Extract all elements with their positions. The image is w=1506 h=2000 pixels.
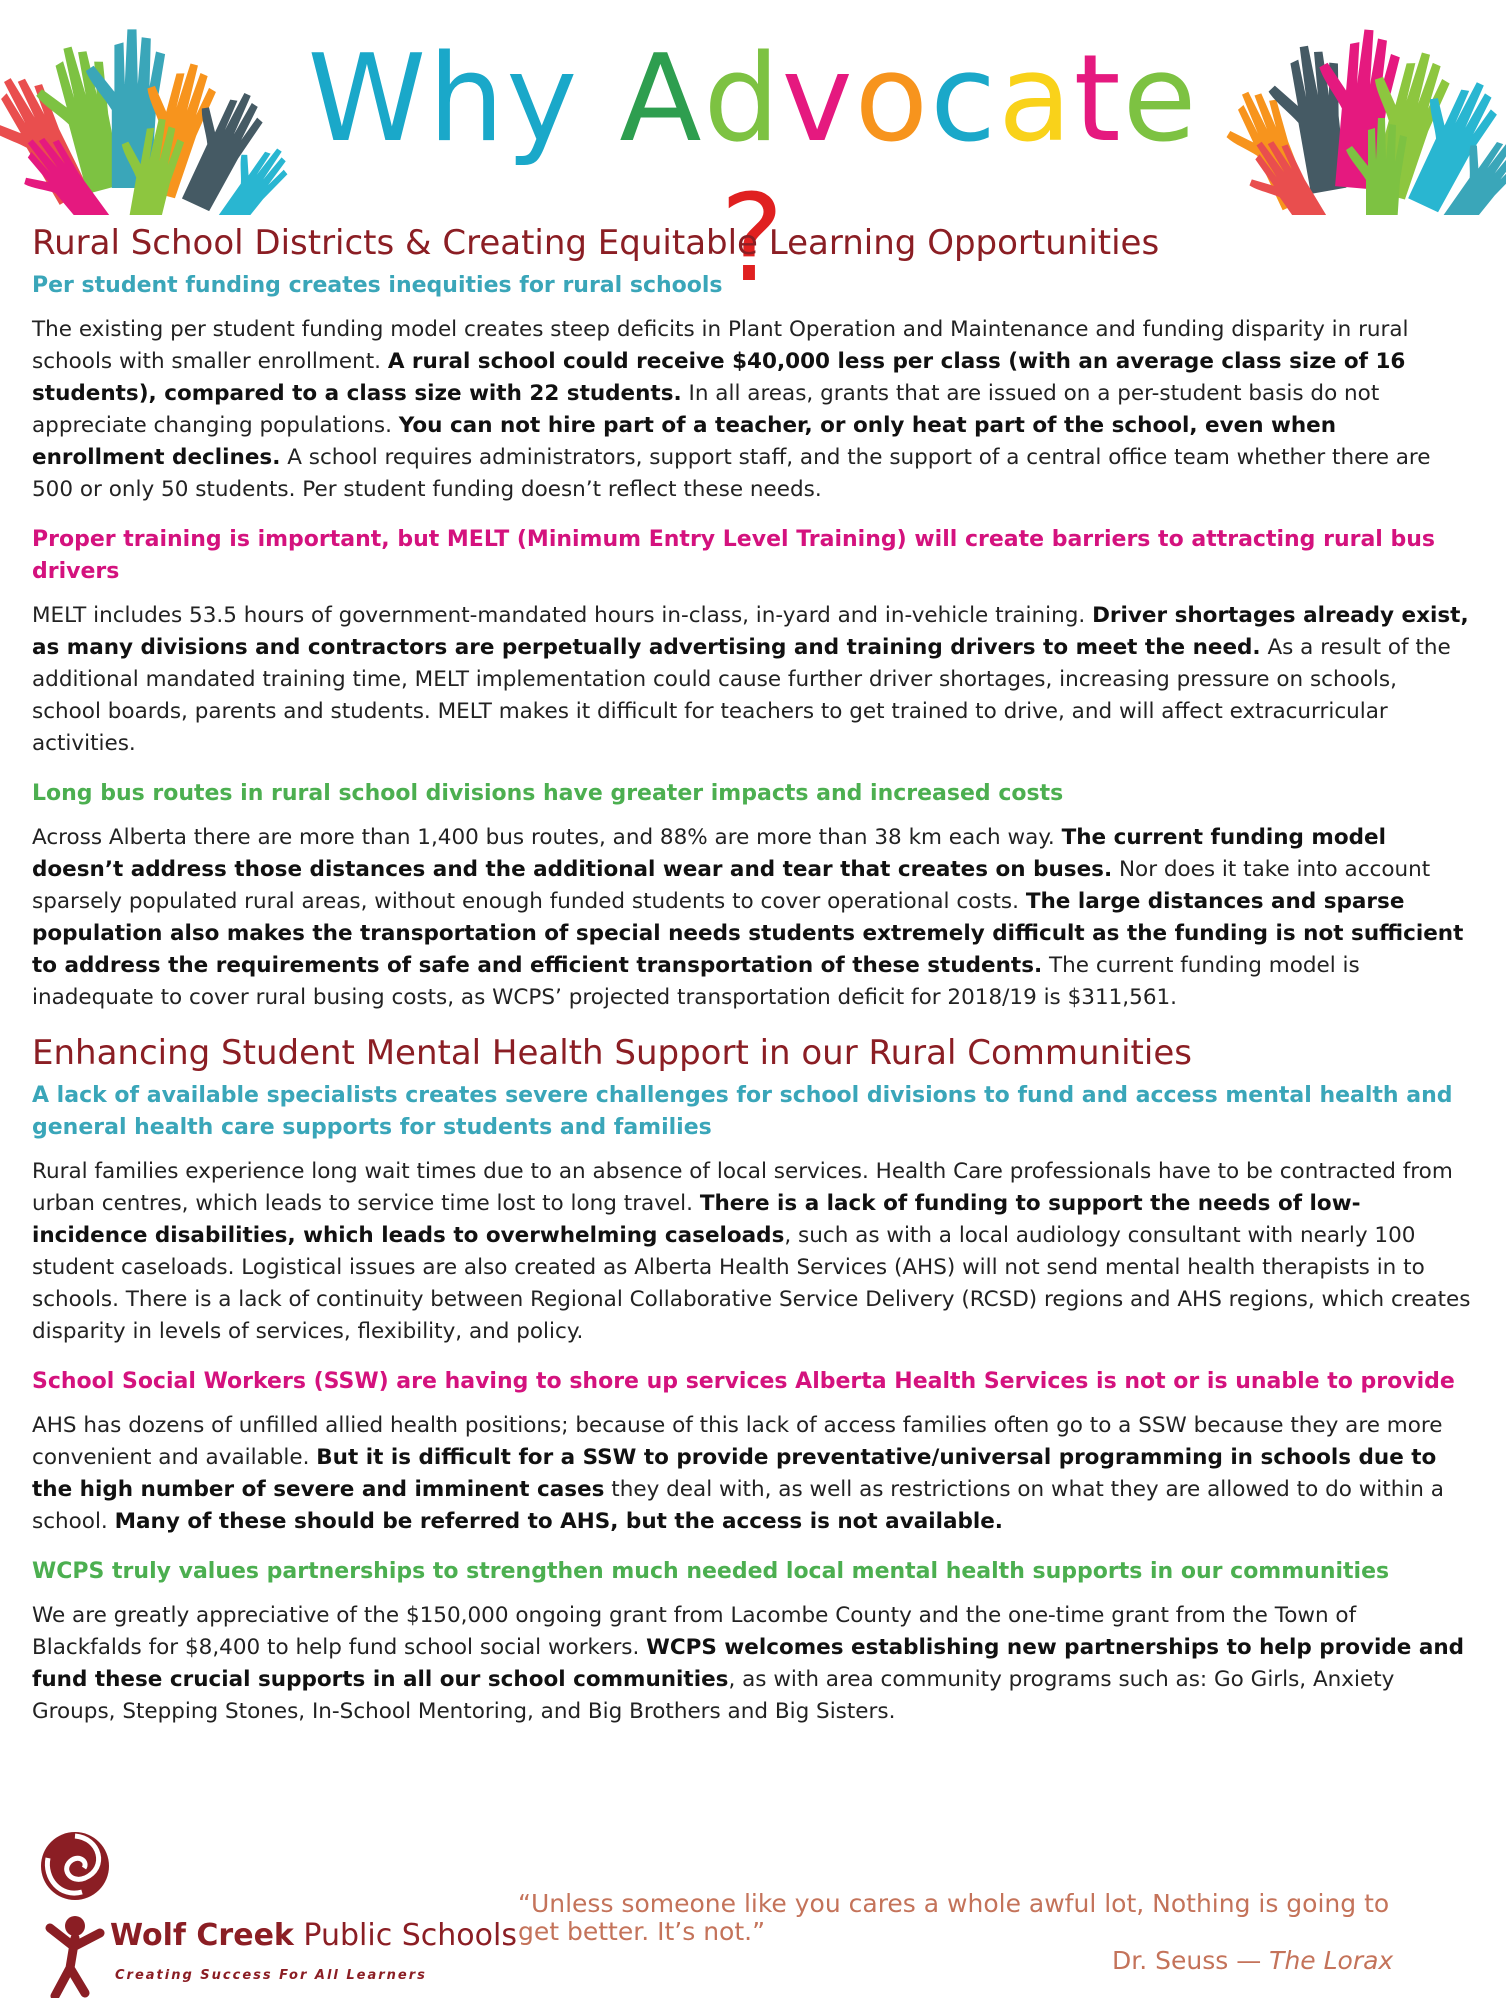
bold-text: But it is difficult for a SSW to provide preventative/universal programming in schools due to the high number of severe and imminent cases xyxy=(32,1445,1437,1502)
subsection-heading: School Social Workers (SSW) are having to shore up services Alberta Health Services is not or is unable to provide xyxy=(32,1369,1455,1394)
quote-work: The Lorax xyxy=(1269,1946,1394,1975)
bold-text: There is a lack of funding to support the needs of low-incidence disabilities, which leads to overwhelming caseloads xyxy=(32,1191,1361,1248)
body-text: , as with area community programs such as: Go Girls, Anxiety Groups, Stepping Stones, In-School Mentoring, and Big Brothers and Big Sisters. xyxy=(32,1667,1395,1724)
body-text: they deal with, as well as restrictions on what they are allowed to do within a school. xyxy=(32,1477,1444,1534)
title-letter: c xyxy=(930,30,999,169)
title-letter: y xyxy=(506,30,580,169)
quote-author: Dr. Seuss — xyxy=(1112,1946,1270,1975)
swirl-figure-icon xyxy=(30,1828,120,1998)
body-text: MELT includes 53.5 hours of government-mandated hours in-class, in-yard and in-vehicle training. xyxy=(32,603,1093,628)
wolf-creek-logo xyxy=(30,1828,517,1998)
bold-text: You can not hire part of a teacher, or only heat part of the school, even when enrollment declines. xyxy=(32,413,1337,470)
footer xyxy=(0,1820,1506,2000)
body-text: Across Alberta there are more than 1,400 bus routes, and 88% are more than 38 km each way. xyxy=(32,825,1062,850)
title-letter: v xyxy=(781,30,855,169)
logo-tagline: Creating Success For All Learners xyxy=(115,1968,427,1983)
title-letter: t xyxy=(1073,30,1123,169)
body-text: Rural families experience long wait times due to an absence of local services. Health Care professionals have to be contracted from urban centres, which leads to service time lost to long travel. xyxy=(32,1159,1453,1216)
body-text: Nor does it take into account sparsely populated rural areas, without enough funded students to cover operational costs. xyxy=(32,857,1431,914)
quote-attribution xyxy=(1112,1946,1393,1975)
body-paragraph xyxy=(32,1600,1472,1728)
title-letter: W xyxy=(307,30,429,169)
body-paragraph xyxy=(32,1156,1472,1348)
body-paragraph xyxy=(32,600,1472,760)
body-paragraph xyxy=(32,1410,1472,1538)
section-title: Rural School Districts & Creating Equitable Learning Opportunities xyxy=(32,223,1160,263)
bold-text: The large distances and sparse population also makes the transportation of special needs students extremely difficult as the funding is not sufficient to address the requirements of safe and efficient transportation of these students. xyxy=(32,889,1464,978)
logo-name-bold: Wolf Creek xyxy=(110,1918,294,1953)
bold-text: Driver shortages already exist, as many divisions and contractors are perpetually advertising and training drivers to meet the need. xyxy=(32,603,1469,660)
title-letter: h xyxy=(428,30,507,169)
subsection-heading: Long bus routes in rural school divisions have greater impacts and increased costs xyxy=(32,781,1064,806)
body-text: We are greatly appreciative of the $150,000 ongoing grant from Lacombe County and the one-time grant from the Town of Blackfalds for $8,400 to help fund school social workers. xyxy=(32,1603,1357,1660)
title-letter: A xyxy=(619,30,704,169)
body-text: As a result of the additional mandated training time, MELT implementation could cause further driver shortages, increasing pressure on schools, school boards, parents and students. MELT makes it difficult for teachers to get trained to drive, and will affect extracurricular activities. xyxy=(32,635,1451,756)
bold-text: A rural school could receive $40,000 less per class (with an average class size of 16 students), compared to a class size with 22 students. xyxy=(32,349,1406,406)
main-content xyxy=(32,222,1472,1746)
subsection-heading: Per student funding creates inequities for rural schools xyxy=(32,273,723,298)
bold-text: WCPS welcomes establishing new partnerships to help provide and fund these crucial supports in all our school communities xyxy=(32,1635,1465,1692)
body-paragraph xyxy=(32,314,1472,506)
subsection-heading: A lack of available specialists creates severe challenges for school divisions to fund and access mental health and general health care supports for students and families xyxy=(32,1083,1453,1140)
title-letter: a xyxy=(998,30,1074,169)
logo-wordmark xyxy=(110,1918,517,1953)
quote-text: “Unless someone like you cares a whole awful lot, Nothing is going to get better. It’s not.” xyxy=(518,1889,1390,1946)
logo-name-light: Public Schools xyxy=(293,1918,517,1953)
title-letter: e xyxy=(1122,30,1199,169)
title-letter xyxy=(579,30,619,170)
body-text: The existing per student funding model creates steep deficits in Plant Operation and Maintenance and funding disparity in rural schools with smaller enrollment. xyxy=(32,317,1409,374)
bold-text: The current funding model doesn’t address those distances and the additional wear and tear that creates on buses. xyxy=(32,825,1386,882)
subsection-heading: Proper training is important, but MELT (Minimum Entry Level Training) will create barriers to attracting rural bus drivers xyxy=(32,527,1436,584)
body-text: The current funding model is inadequate to cover rural busing costs, as WCPS’ projected transportation deficit for 2018/19 is $311,561. xyxy=(32,953,1360,1010)
body-text: , such as with a local audiology consultant with nearly 100 student caseloads. Logistical issues are also created as Alberta Health Services (AHS) will not send mental health therapists in to schools. There is a lack of continuity between Regional Collaborative Service Delivery (RCSD) regions and AHS regions, which creates disparity in levels of services, flexibility, and policy. xyxy=(32,1223,1471,1344)
subsection-heading: WCPS truly values partnerships to strengthen much needed local mental health supports in our communities xyxy=(32,1559,1390,1584)
body-text: AHS has dozens of unfilled allied health positions; because of this lack of access families often go to a SSW because they are more convenient and available. xyxy=(32,1413,1443,1470)
title-letter: d xyxy=(703,30,782,169)
body-text: In all areas, grants that are issued on a per-student basis do not appreciate changing populations. xyxy=(32,381,1380,438)
body-paragraph xyxy=(32,822,1472,1014)
title-letter: ? xyxy=(720,170,786,309)
body-text: A school requires administrators, support staff, and the support of a central office team whether there are 500 or only 50 students. Per student funding doesn’t reflect these needs. xyxy=(32,445,1431,502)
title-letter: o xyxy=(854,30,931,169)
section-title: Enhancing Student Mental Health Support in our Rural Communities xyxy=(32,1033,1192,1073)
bold-text: Many of these should be referred to AHS, but the access is not available. xyxy=(114,1509,1003,1534)
